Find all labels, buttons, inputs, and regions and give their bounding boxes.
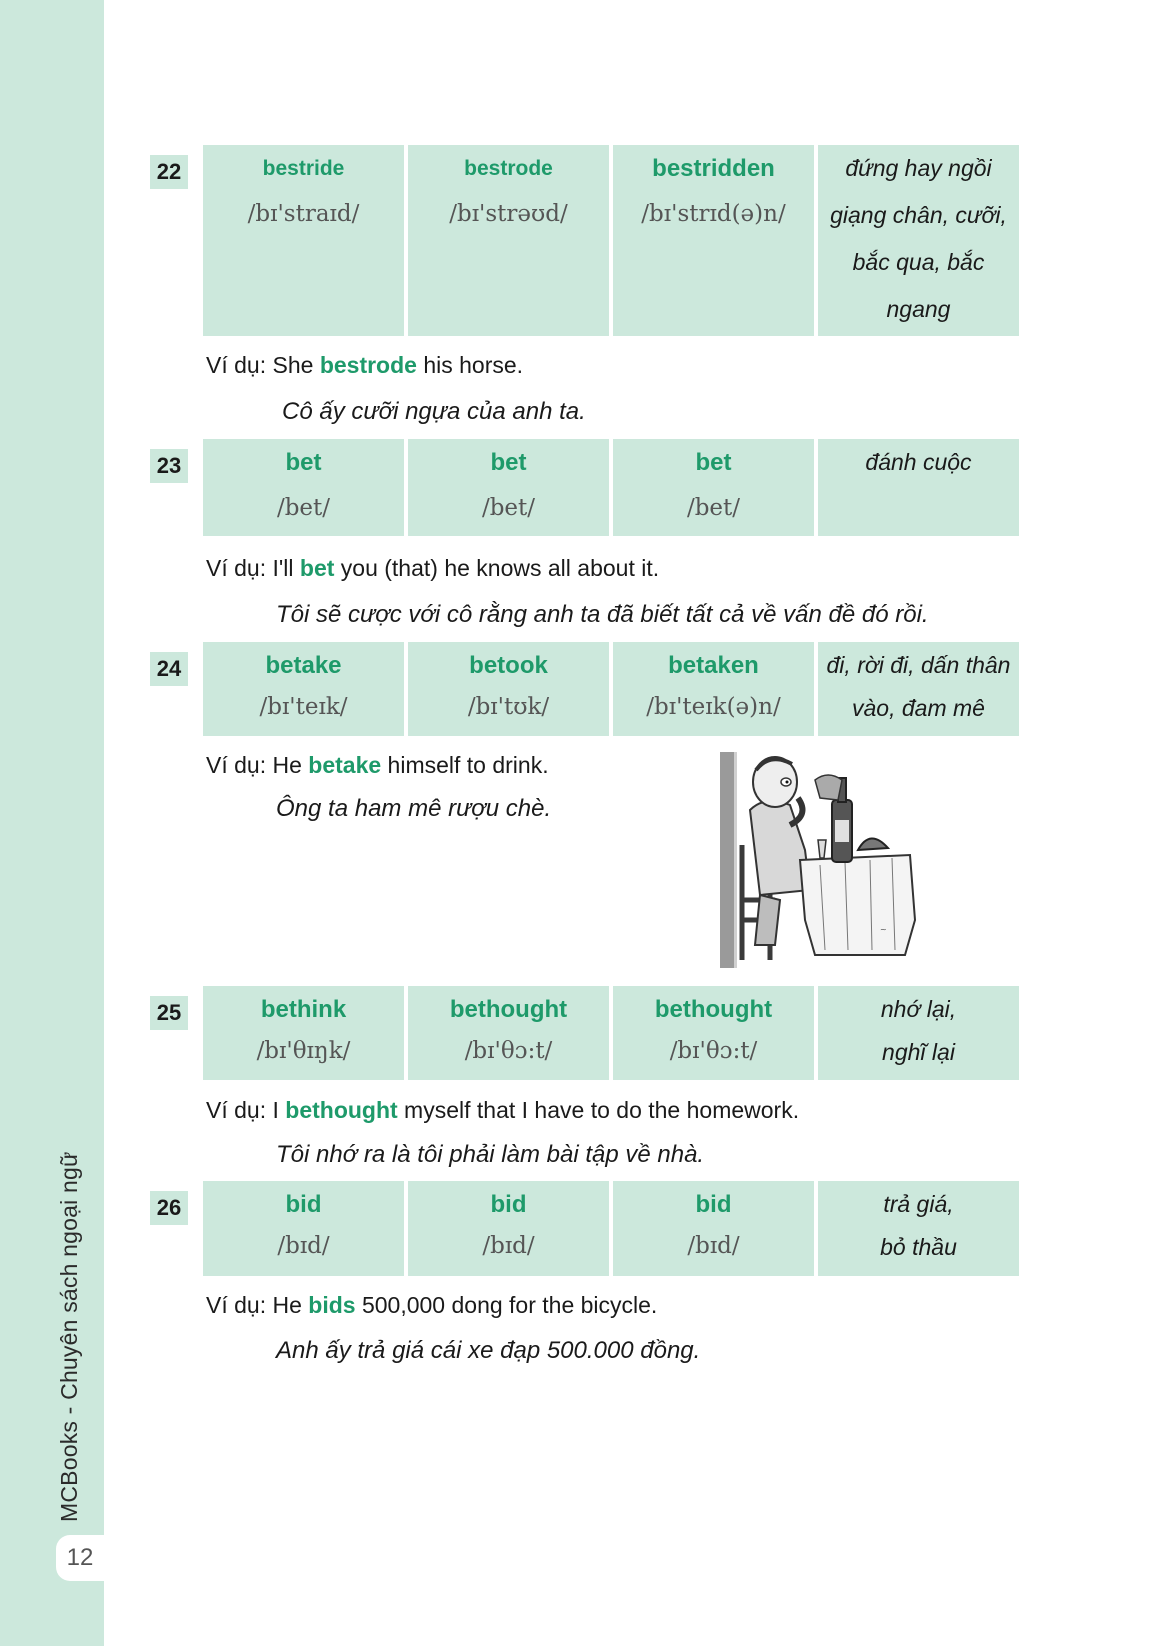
- sidebar-publisher-text: MCBooks - Chuyên sách ngoại ngữ: [56, 1151, 82, 1522]
- base-form-word: bestride: [262, 157, 345, 180]
- example-sentence: [206, 350, 523, 380]
- example-highlight: betake: [308, 752, 382, 778]
- base-form-ipa: /bɪ'θɪŋk/: [256, 1038, 351, 1064]
- entry-number: 22: [150, 155, 188, 189]
- verb-forms-row: [203, 145, 1019, 336]
- example-highlight: bet: [299, 555, 335, 581]
- participle-form-cell: [613, 145, 814, 336]
- base-form-ipa: /bet/: [276, 495, 331, 521]
- base-form-cell: [203, 986, 404, 1080]
- example-prefix: Ví dụ: I'll: [206, 555, 300, 581]
- verb-forms-row: [203, 439, 1019, 536]
- meaning-cell: trả giá, bỏ thầu: [818, 1181, 1019, 1276]
- base-form-cell: [203, 642, 404, 736]
- past-form-cell: [408, 1181, 609, 1276]
- example-prefix: Ví dụ: He: [206, 752, 309, 778]
- past-form-word: bet: [490, 449, 527, 476]
- example-highlight: bids: [308, 1292, 356, 1318]
- entry-number: 26: [150, 1191, 188, 1225]
- example-sentence: [206, 1290, 657, 1320]
- past-form-ipa: /bɪ'θɔ:t/: [464, 1038, 553, 1064]
- example-suffix: his horse.: [416, 352, 524, 378]
- meaning-cell: đánh cuộc: [818, 439, 1019, 536]
- entry-number: 24: [150, 652, 188, 686]
- meaning-cell: đi, rời đi, dấn thân vào, đam mê: [818, 642, 1019, 736]
- past-form-ipa: /bet/: [481, 495, 536, 521]
- participle-form-ipa: /bɪd/: [687, 1233, 740, 1259]
- entry-number: 23: [150, 449, 188, 483]
- svg-text:~: ~: [880, 925, 887, 934]
- participle-form-word: bestridden: [652, 155, 775, 182]
- participle-form-word: betaken: [668, 652, 759, 679]
- past-form-ipa: /bɪ'strəʊd/: [449, 201, 568, 227]
- past-form-word: bethought: [449, 996, 568, 1023]
- past-form-ipa: /bɪd/: [482, 1233, 535, 1259]
- example-translation: Tôi nhớ ra là tôi phải làm bài tập về nhà.: [276, 1141, 705, 1168]
- past-form-cell: [408, 986, 609, 1080]
- participle-form-cell: [613, 1181, 814, 1276]
- verb-forms-row: [203, 642, 1019, 736]
- participle-form-word: bet: [695, 449, 732, 476]
- base-form-ipa: /bɪ'straɪd/: [247, 201, 360, 227]
- participle-form-word: bethought: [654, 996, 773, 1023]
- example-translation: Ông ta ham mê rượu chè.: [276, 795, 552, 822]
- example-highlight: bestrode: [319, 352, 417, 378]
- sidebar-band: [0, 0, 104, 1646]
- past-form-word: bestrode: [464, 157, 553, 180]
- past-form-word: betook: [469, 652, 548, 679]
- example-prefix: Ví dụ: I: [206, 1097, 286, 1123]
- example-prefix: Ví dụ: She: [206, 352, 320, 378]
- base-form-ipa: /bɪ'teɪk/: [259, 694, 348, 720]
- participle-form-ipa: /bet/: [686, 495, 741, 521]
- base-form-cell: [203, 145, 404, 336]
- base-form-word: betake: [265, 652, 342, 679]
- participle-form-cell: [613, 439, 814, 536]
- example-translation: Cô ấy cưỡi ngựa của anh ta.: [282, 398, 586, 425]
- past-form-ipa: /bɪ'tʊk/: [467, 694, 550, 720]
- meaning-cell: nhớ lại, nghĩ lại: [818, 986, 1019, 1080]
- example-suffix: myself that I have to do the homework.: [397, 1097, 800, 1123]
- example-prefix: Ví dụ: He: [206, 1292, 309, 1318]
- example-translation: Tôi sẽ cược với cô rằng anh ta đã biết tất cả về vấn đề đó rồi.: [276, 601, 929, 628]
- participle-form-word: bid: [695, 1191, 732, 1218]
- example-sentence: [206, 553, 659, 583]
- past-form-cell: [408, 642, 609, 736]
- participle-form-ipa: /bɪ'strɪd(ə)n/: [641, 201, 786, 227]
- past-form-cell: [408, 439, 609, 536]
- participle-form-cell: [613, 986, 814, 1080]
- participle-form-ipa: /bɪ'θɔ:t/: [669, 1038, 758, 1064]
- base-form-word: bet: [285, 449, 322, 476]
- participle-form-cell: [613, 642, 814, 736]
- example-highlight: bethought: [285, 1097, 398, 1123]
- man-with-wine-bottle-illustration: [720, 750, 920, 970]
- page-number: 12: [56, 1535, 104, 1581]
- example-suffix: 500,000 dong for the bicycle.: [355, 1292, 658, 1318]
- base-form-ipa: /bɪd/: [277, 1233, 330, 1259]
- example-suffix: himself to drink.: [381, 752, 549, 778]
- entry-number: 25: [150, 996, 188, 1030]
- example-sentence: [206, 750, 549, 780]
- verb-forms-row: [203, 986, 1019, 1080]
- example-translation: Anh ấy trả giá cái xe đạp 500.000 đồng.: [276, 1337, 701, 1364]
- example-suffix: you (that) he knows all about it.: [334, 555, 660, 581]
- base-form-cell: [203, 1181, 404, 1276]
- meaning-cell: đứng hay ngồi giạng chân, cưỡi, bắc qua, bắc ngang: [818, 145, 1019, 336]
- example-sentence: [206, 1095, 799, 1125]
- past-form-word: bid: [490, 1191, 527, 1218]
- base-form-cell: [203, 439, 404, 536]
- base-form-word: bid: [285, 1191, 322, 1218]
- past-form-cell: [408, 145, 609, 336]
- base-form-word: bethink: [260, 996, 347, 1023]
- participle-form-ipa: /bɪ'teɪk(ə)n/: [646, 694, 781, 720]
- verb-forms-row: [203, 1181, 1019, 1276]
